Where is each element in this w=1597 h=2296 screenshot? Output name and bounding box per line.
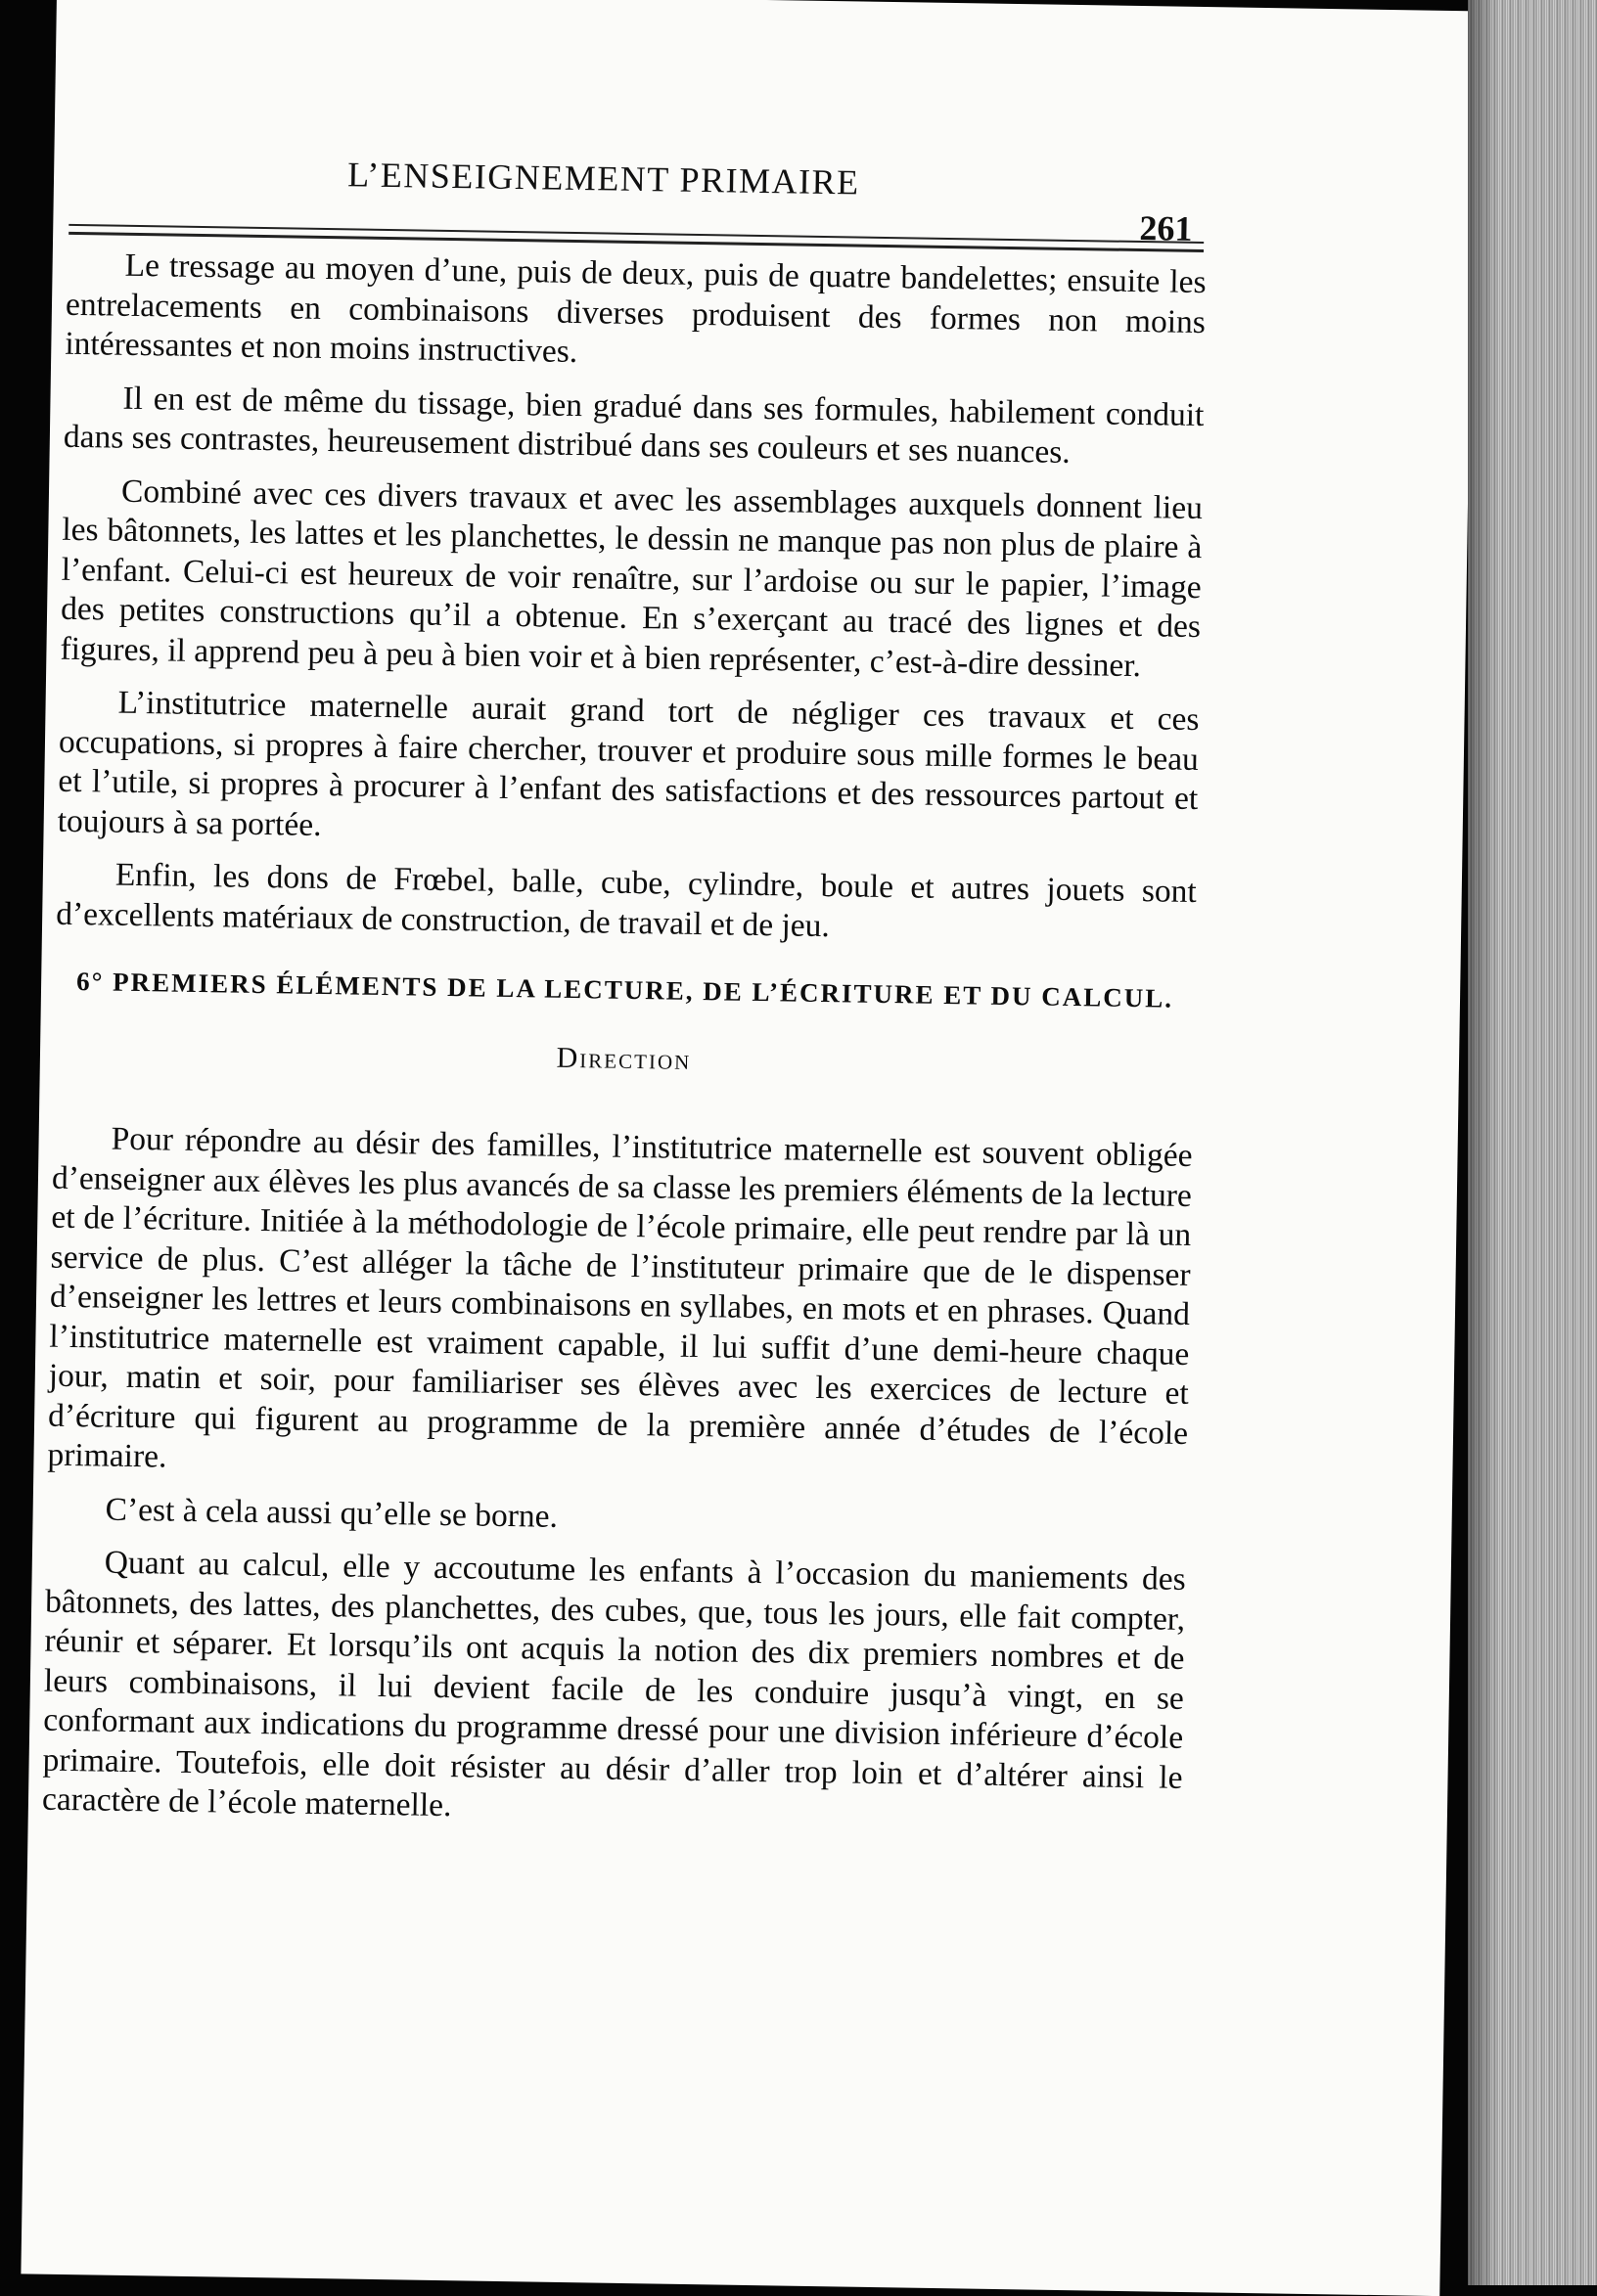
page-number: 261 <box>1139 208 1193 248</box>
paragraph: Le tressage au moyen d’une, puis de deux, puis de quatre bandelettes; ensuite les entrelacements en combinaisons diverses produisent des formes non moins intéressantes et non moins instructives. <box>65 247 1207 371</box>
section-heading: 6° PREMIERS ÉLÉMENTS DE LA LECTURE, DE L’ÉCRITURE ET DU CALCUL. <box>75 967 1174 1013</box>
paragraph: Il en est de même du tissage, bien gradué dans ses formules, habilement conduit dans ses contrastes, heureusement distribué dans ses couleurs et ses nuances. <box>63 380 1205 471</box>
paragraph: C’est à cela aussi qu’elle se borne. <box>105 1491 559 1535</box>
section-subheading: Direction <box>556 1041 692 1076</box>
book-page <box>21 0 1476 2296</box>
paragraph: Combiné avec ces divers travaux et avec les assemblages auxquels donnent lieu les bâtonnets, les lattes et les planchettes, le dessin ne manque pas non plus de plaire à l’enfant. Celui-ci est heureux de voir renaître, sur l’ardoise ou sur le papier, l’image des petites constructions qu’il a obtenue. En s’exerçant au tracé des lignes et des figures, il apprend peu à peu à bien voir et à bien représenter, c’est-à-dire dessiner. <box>60 473 1204 684</box>
paragraph: Quant au calcul, elle y accoutume les enfants à l’occasion du maniements des bâtonnets, des lattes, des planchettes, des cubes, que, tous les jours, elle fait compter, réunir et séparer. Et lorsqu’ils ont acquis la notion des dix premiers nombres et de leurs combinaisons, il lui devient facile de les conduire jusqu’à vingt, en se conformant aux indications du programme dressé pour une division inférieure d’école primaire. Toutefois, elle doit résister au désir d’aller trop loin et d’altérer ainsi le caractère de l’école maternelle. <box>41 1544 1186 1824</box>
paragraph: L’institutrice maternelle aurait grand tort de négliger ces travaux et ces occupations, si propres à faire chercher, trouver et produire sous mille formes le beau et l’utile, si propres à procurer à l’enfant des satisfactions et des ressources partout et toujours à sa portée. <box>57 684 1200 843</box>
page-header <box>54 136 1474 248</box>
book-page-edges <box>1468 0 1597 2285</box>
running-title: L’ENSEIGNEMENT PRIMAIRE <box>346 155 860 203</box>
paragraph: Pour répondre au désir des familles, l’institutrice maternelle est souvent obligée d’enseigner aux élèves les plus avancés de sa classe les premiers éléments de la lecture et de l’écriture. Initiée à la méthodologie de l’école primaire, elle peut rendre par là un service de plus. C’est alléger la tâche de l’instituteur primaire que de le dispenser d’enseigner les lettres et leurs combinaisons en syllabes, en mots et en phrases. Quand l’institutrice maternelle est vraiment capable, il lui suffit d’une demi-heure chaque jour, matin et soir, pour familiariser ses élèves avec les exercices de lecture et d’écriture qui figurent au programme de la première année d’études de l’école primaire. <box>47 1120 1193 1475</box>
body-text <box>41 246 1206 1852</box>
paragraph: Enfin, les dons de Frœbel, balle, cube, cylindre, boule et autres jouets sont d’excellents matériaux de construction, de travail et de jeu. <box>55 856 1198 944</box>
